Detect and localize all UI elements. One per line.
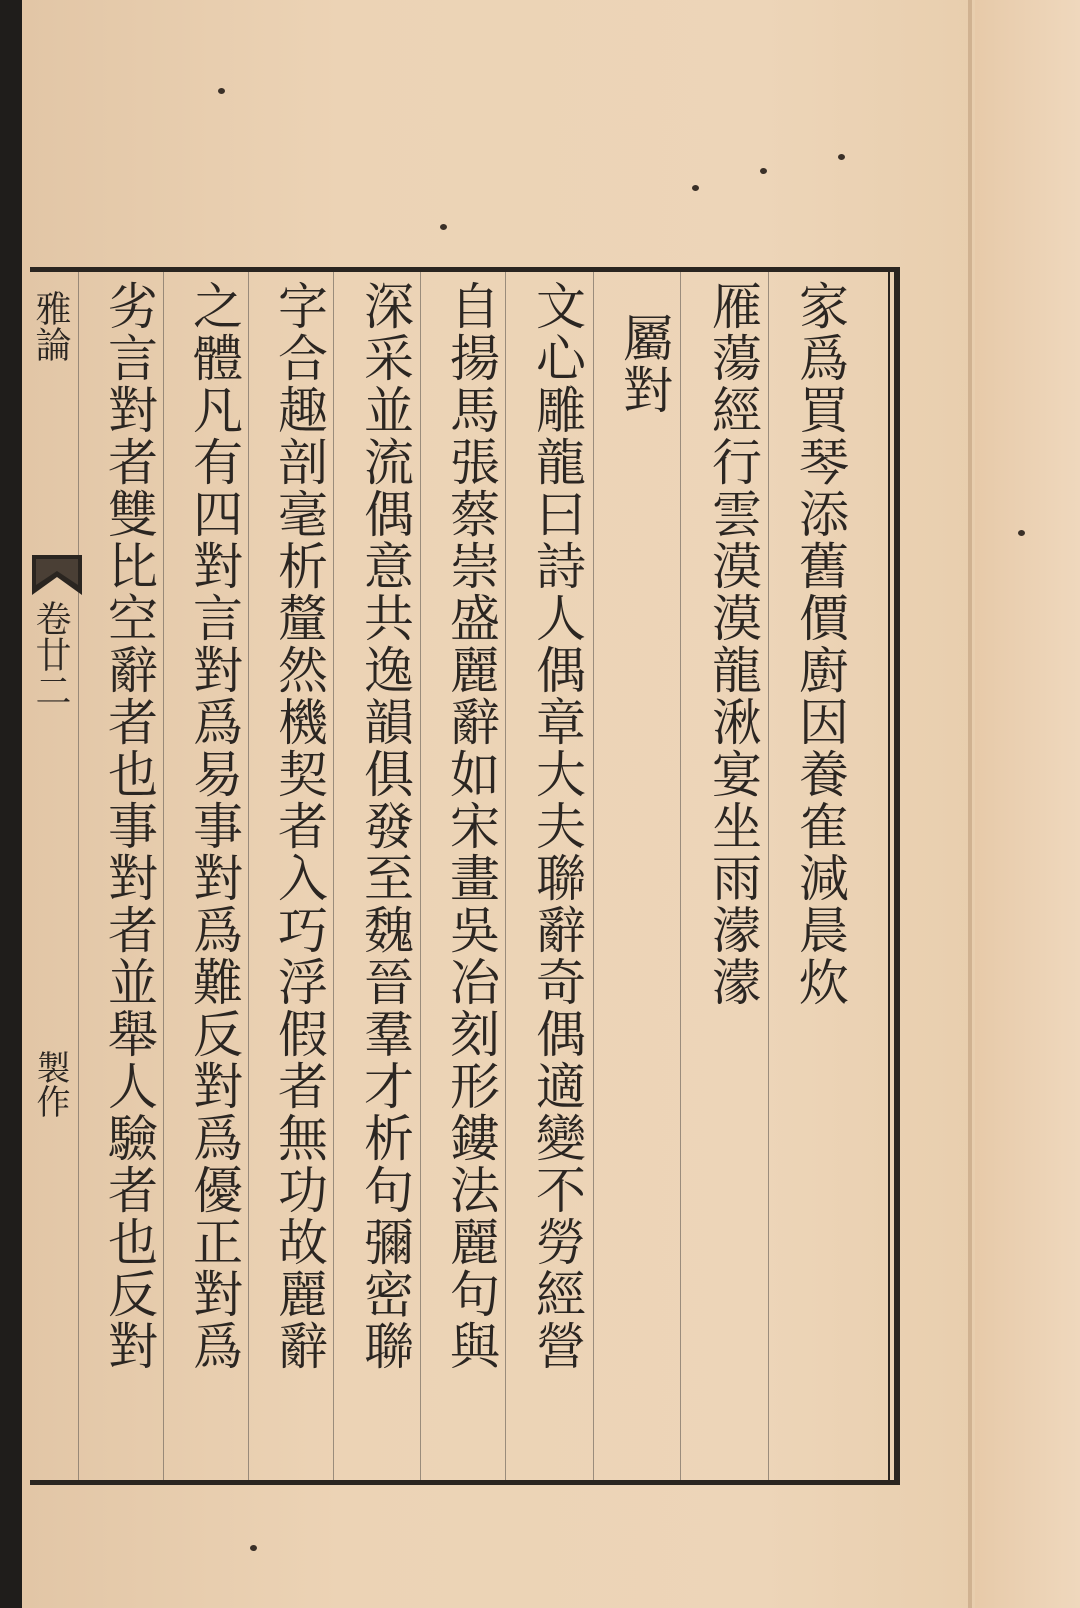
fishtail-icon <box>32 555 82 595</box>
column-rule <box>78 272 79 1480</box>
paper-speck <box>250 1545 257 1551</box>
paper-speck <box>440 224 447 230</box>
paper-speck <box>838 154 845 160</box>
next-page-edge <box>975 0 1080 1608</box>
paper-speck <box>692 185 699 191</box>
text-column: 雁蕩經行雲漠漠龍湫宴坐雨濛濛 <box>704 280 762 1008</box>
text-column: 劣言對者雙比空辭者也事對者並舉人驗者也反對 <box>100 280 158 1372</box>
text-column: 字合趣剖毫析釐然機契者入巧浮假者無功故麗辭 <box>270 280 328 1372</box>
margin-section: 製作 <box>30 1050 70 1118</box>
text-column: 自揚馬張蔡崇盛麗辭如宋畫吳冶刻形鏤法麗句與 <box>442 280 500 1372</box>
paper-speck <box>1018 530 1025 536</box>
text-column: 之體凡有四對言對爲易事對爲難反對爲優正對爲 <box>185 280 243 1372</box>
page-fold <box>968 0 972 1608</box>
text-column: 文心雕龍曰詩人偶章大夫聯辭奇偶適變不勞經營 <box>528 280 586 1372</box>
paper-speck <box>760 168 767 174</box>
text-column: 深采並流偶意共逸韻俱發至魏晉羣才析句彌密聯 <box>356 280 414 1372</box>
margin-volume: 卷廿二 <box>30 600 71 708</box>
text-column: 家爲買琴添舊價廚因養隺減晨炊 <box>791 280 849 1008</box>
section-heading: 屬對 <box>615 312 673 416</box>
paper-speck <box>218 88 225 94</box>
margin-book-title: 雅論 <box>30 290 71 362</box>
